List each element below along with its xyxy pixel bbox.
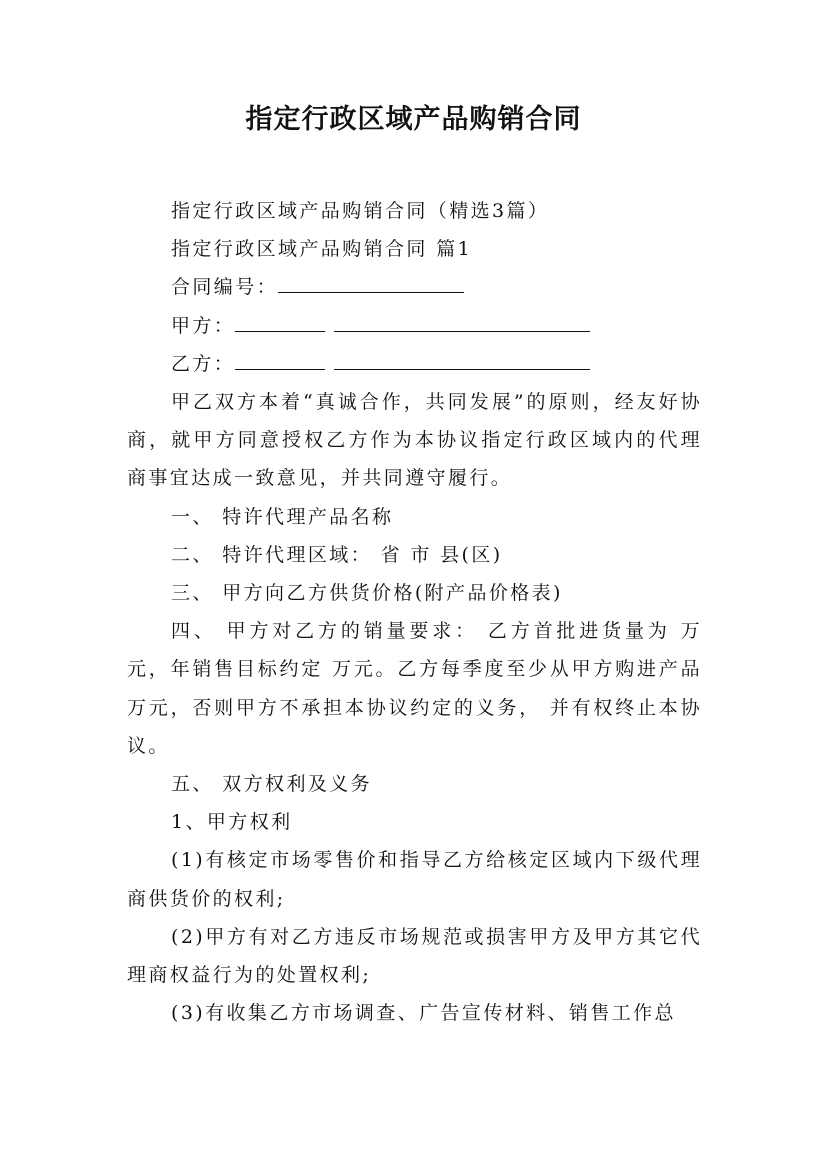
rights-item-3: (3)有收集乙方市场调查、广告宣传材料、销售工作总	[171, 1002, 676, 1025]
section-heading: 指定行政区域产品购销合同 篇1	[171, 238, 473, 261]
party-b-blank-short	[235, 353, 325, 370]
party-b-label: 乙方：	[171, 352, 236, 375]
rights-item-1: (1)有核定市场零售价和指导乙方给核定区域内下级代理商供货价的权利;	[127, 849, 702, 910]
clause-5: 五、 双方权利及义务	[171, 773, 373, 796]
party-a-blank-long	[334, 315, 590, 332]
document-body	[127, 192, 702, 1032]
contract-number-line	[127, 268, 702, 306]
clause-1: 一、 特许代理产品名称	[171, 505, 394, 528]
party-b-blank-long	[334, 353, 590, 370]
clause-2: 二、 特许代理区域： 省 市 县(区)	[171, 543, 503, 566]
intro-line: 指定行政区域产品购销合同（精选3篇）	[171, 200, 550, 222]
party-b-line	[127, 345, 702, 383]
preamble-paragraph: 甲乙双方本着“真诚合作，共同发展”的原则，经友好协商，就甲方同意授权乙方作为本协议指定行政区域内的代理商事宜达成一致意见，并共同遵守履行。	[127, 391, 702, 490]
party-a-label: 甲方：	[171, 314, 236, 337]
contract-number-blank	[278, 276, 464, 293]
party-a-line	[127, 307, 702, 345]
party-a-blank-short	[235, 315, 325, 332]
document-title: 指定行政区域产品购销合同	[245, 104, 582, 135]
contract-number-label: 合同编号：	[171, 276, 279, 299]
rights-item-2: (2)甲方有对乙方违反市场规范或损害甲方及甲方其它代理商权益行为的处置权利;	[127, 925, 702, 987]
clause-3: 三、 甲方向乙方供货价格(附产品价格表)	[171, 582, 563, 605]
clause-4: 四、 甲方对乙方的销量要求： 乙方首批进货量为 万元，年销售目标约定 万元。乙方每季度至少从甲方购进产品 万元，否则甲方不承担本协议约定的义务， 并有权终止本协议。	[127, 620, 702, 757]
sub-heading-party-a-rights: 1、甲方权利	[171, 811, 293, 834]
